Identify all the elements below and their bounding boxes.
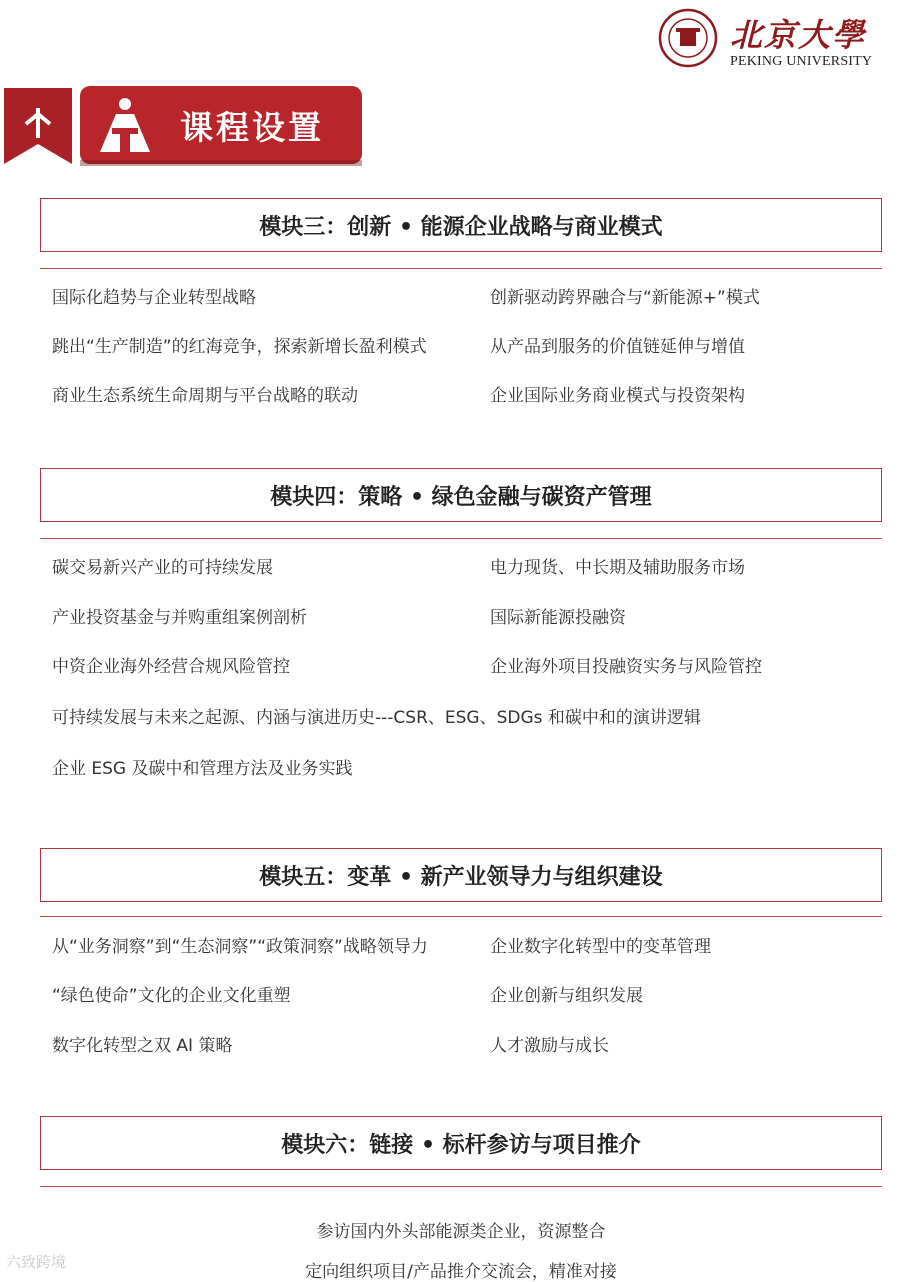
module-5-divider — [40, 916, 882, 917]
list-item: 人才激励与成长 — [490, 1036, 609, 1056]
list-item: 中资企业海外经营合规风险管控 — [52, 657, 290, 677]
section-banner — [0, 80, 370, 170]
list-item: 企业国际业务商业模式与投资架构 — [490, 386, 745, 406]
list-item: 企业 ESG 及碳中和管理方法及业务实践 — [52, 759, 353, 779]
list-item: 商业生态系统生命周期与平台战略的联动 — [52, 386, 358, 406]
list-item: 国际新能源投融资 — [490, 608, 626, 628]
module-3-header — [40, 198, 882, 252]
list-item: 创新驱动跨界融合与“新能源+”模式 — [490, 288, 760, 308]
list-item: 产业投资基金与并购重组案例剖析 — [52, 608, 307, 628]
watermark: 六致跨境 — [6, 1253, 67, 1271]
module-3-title: 模块三：创新 • 能源企业战略与商业模式 — [259, 214, 663, 240]
list-item: 从产品到服务的价值链延伸与增值 — [490, 337, 745, 357]
list-item: 企业创新与组织发展 — [490, 986, 643, 1006]
list-item: 从“业务洞察”到“生态洞察”“政策洞察”战略领导力 — [52, 937, 428, 957]
list-item: 可持续发展与未来之起源、内涵与演进历史---CSR、ESG、SDGs 和碳中和的演讲逻辑 — [52, 708, 701, 728]
module-6-header — [40, 1116, 882, 1170]
module-5-title: 模块五：变革 • 新产业领导力与组织建设 — [259, 864, 663, 890]
list-item: 企业数字化转型中的变革管理 — [490, 937, 711, 957]
module-3-divider — [40, 268, 882, 269]
module-4-divider — [40, 538, 882, 539]
list-item: 定向组织项目/产品推介交流会，精准对接 — [305, 1262, 617, 1282]
university-logo — [654, 6, 894, 70]
logo-chinese-name: 北京大學 — [730, 16, 867, 54]
university-seal-icon — [658, 8, 718, 68]
list-item: 数字化转型之双 AI 策略 — [52, 1036, 233, 1056]
section-title: 课程设置 — [180, 108, 324, 147]
module-6-divider — [40, 1186, 882, 1187]
list-item: 参访国内外头部能源类企业，资源整合 — [316, 1222, 606, 1242]
list-item: “绿色使命”文化的企业文化重塑 — [52, 986, 291, 1006]
module-5-header — [40, 848, 882, 902]
module-6-title: 模块六：链接 • 标杆参访与项目推介 — [281, 1132, 641, 1158]
list-item: 企业海外项目投融资实务与风险管控 — [490, 657, 762, 677]
module-4-header — [40, 468, 882, 522]
list-item: 碳交易新兴产业的可持续发展 — [52, 558, 273, 578]
list-item: 跳出“生产制造”的红海竞争，探索新增长盈利模式 — [52, 337, 427, 357]
list-item: 国际化趋势与企业转型战略 — [52, 288, 256, 308]
logo-english-name: PEKING UNIVERSITY — [730, 54, 873, 69]
module-4-title: 模块四：策略 • 绿色金融与碳资产管理 — [270, 484, 652, 510]
list-item: 电力现货、中长期及辅助服务市场 — [490, 558, 745, 578]
